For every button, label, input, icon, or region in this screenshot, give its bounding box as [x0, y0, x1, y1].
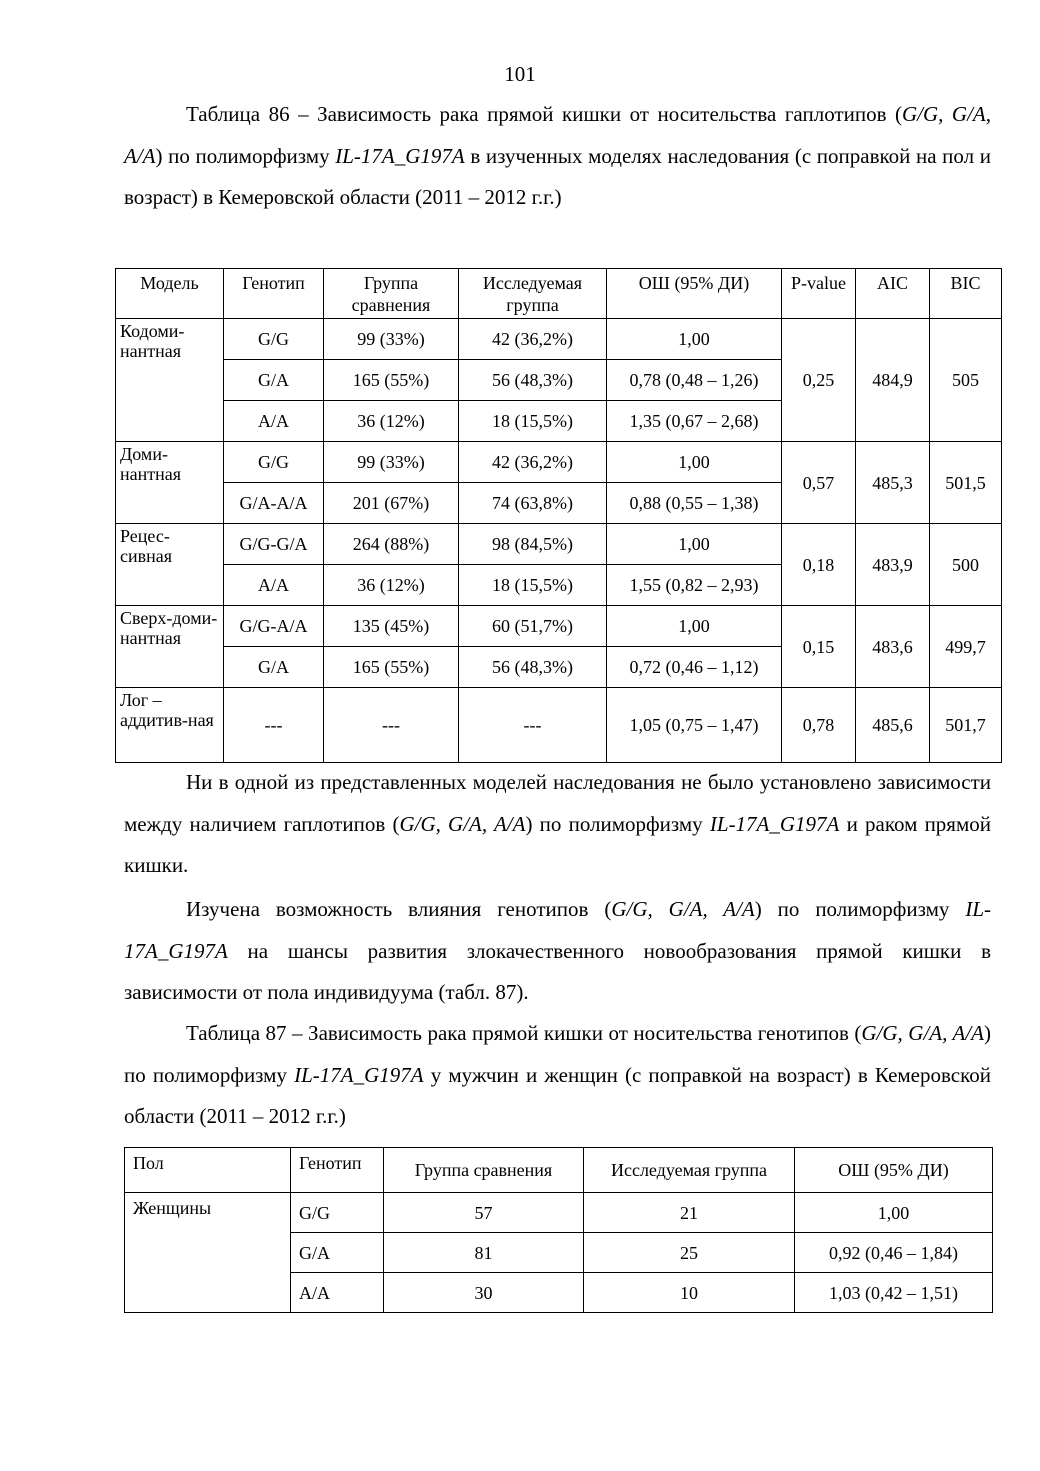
table-row [116, 319, 1002, 360]
model-cell: Рецес-сивная [116, 524, 224, 606]
header-cell: Пол [125, 1148, 291, 1193]
paragraph-conclusion: Ни в одной из представленных моделей наследования не было установлено зависимости между наличием гаплотипов (G/G, G/A, A/A) по полиморфизму IL-17A_G197A и раком прямой кишки. [124, 770, 991, 877]
model-cell: Лог – аддитив-ная [116, 688, 224, 763]
or-cell: 0,72 (0,46 – 1,12) [607, 647, 782, 688]
study-cell: --- [459, 688, 607, 763]
header-cell: AIC [856, 269, 930, 319]
page-number: 101 [504, 62, 536, 86]
comparison-cell: 135 (45%) [324, 606, 459, 647]
genotype-cell: A/A [224, 565, 324, 606]
table-row [116, 442, 1002, 483]
study-cell: 18 (15,5%) [459, 565, 607, 606]
header-cell: Исследуемая группа [584, 1148, 795, 1193]
genotype-cell: G/G-G/A [224, 524, 324, 565]
study-cell: 10 [584, 1273, 795, 1313]
comparison-cell: 36 (12%) [324, 401, 459, 442]
table-row [116, 524, 1002, 565]
sex-cell: Женщины [125, 1193, 291, 1313]
header-cell: Группа сравнения [384, 1148, 584, 1193]
study-cell: 18 (15,5%) [459, 401, 607, 442]
p-value-cell: 0,25 [782, 319, 856, 442]
bic-cell: 500 [930, 524, 1002, 606]
genotype-cell: --- [224, 688, 324, 763]
table-87 [124, 1147, 993, 1313]
comparison-cell: 30 [384, 1273, 584, 1313]
comparison-cell: 201 (67%) [324, 483, 459, 524]
header-cell: ОШ (95% ДИ) [607, 269, 782, 319]
genotype-cell: G/G [224, 442, 324, 483]
header-cell: P-value [782, 269, 856, 319]
header-cell: ОШ (95% ДИ) [795, 1148, 993, 1193]
header-cell: Генотип [291, 1148, 384, 1193]
study-cell: 42 (36,2%) [459, 319, 607, 360]
comparison-cell: --- [324, 688, 459, 763]
aic-cell: 483,9 [856, 524, 930, 606]
model-cell: Сверх-доми-нантная [116, 606, 224, 688]
paragraph-study: Изучена возможность влияния генотипов (G/G, G/A, A/A) по полиморфизму IL-17A_G197A на шансы развития злокачественного новообразования прямой кишки в зависимости от пола индивидуума (табл. 87). [124, 897, 991, 1004]
study-cell: 56 (48,3%) [459, 360, 607, 401]
study-cell: 25 [584, 1233, 795, 1273]
or-cell: 0,88 (0,55 – 1,38) [607, 483, 782, 524]
p-value-cell: 0,57 [782, 442, 856, 524]
p-value-cell: 0,18 [782, 524, 856, 606]
genotype-cell: G/A [224, 360, 324, 401]
or-cell: 1,55 (0,82 – 2,93) [607, 565, 782, 606]
or-cell: 1,05 (0,75 – 1,47) [607, 688, 782, 763]
comparison-cell: 99 (33%) [324, 442, 459, 483]
or-cell: 1,35 (0,67 – 2,68) [607, 401, 782, 442]
study-cell: 56 (48,3%) [459, 647, 607, 688]
or-cell: 0,78 (0,48 – 1,26) [607, 360, 782, 401]
or-cell: 1,00 [607, 442, 782, 483]
table-87-caption: Таблица 87 – Зависимость рака прямой кишки от носительства генотипов (G/G, G/A, A/A) по полиморфизму IL-17A_G197A у мужчин и женщин (с поправкой на возраст) в Кемеровской области (2011 – 2012 г.г.) [124, 1021, 991, 1128]
aic-cell: 485,6 [856, 688, 930, 763]
header-cell: Генотип [224, 269, 324, 319]
or-cell: 1,03 (0,42 – 1,51) [795, 1273, 993, 1313]
comparison-cell: 165 (55%) [324, 647, 459, 688]
study-cell: 60 (51,7%) [459, 606, 607, 647]
model-cell: Кодоми-нантная [116, 319, 224, 442]
aic-cell: 484,9 [856, 319, 930, 442]
or-cell: 1,00 [607, 524, 782, 565]
table-header-row [125, 1148, 993, 1193]
genotype-cell: A/A [224, 401, 324, 442]
bic-cell: 501,5 [930, 442, 1002, 524]
genotype-cell: A/A [291, 1273, 384, 1313]
or-cell: 1,00 [607, 606, 782, 647]
genotype-cell: G/A-A/A [224, 483, 324, 524]
genotype-cell: G/G-A/A [224, 606, 324, 647]
study-cell: 42 (36,2%) [459, 442, 607, 483]
aic-cell: 483,6 [856, 606, 930, 688]
bic-cell: 505 [930, 319, 1002, 442]
genotype-cell: G/A [291, 1233, 384, 1273]
table-row [116, 606, 1002, 647]
p-value-cell: 0,78 [782, 688, 856, 763]
table-header-row [116, 269, 1002, 319]
comparison-cell: 165 (55%) [324, 360, 459, 401]
genotype-cell: G/A [224, 647, 324, 688]
comparison-cell: 99 (33%) [324, 319, 459, 360]
genotype-cell: G/G [224, 319, 324, 360]
or-cell: 1,00 [607, 319, 782, 360]
p-value-cell: 0,15 [782, 606, 856, 688]
study-cell: 21 [584, 1193, 795, 1233]
header-cell: Модель [116, 269, 224, 319]
or-cell: 1,00 [795, 1193, 993, 1233]
genotype-cell: G/G [291, 1193, 384, 1233]
comparison-cell: 264 (88%) [324, 524, 459, 565]
header-cell: Группа сравнения [324, 269, 459, 319]
table-row [116, 688, 1002, 763]
study-cell: 74 (63,8%) [459, 483, 607, 524]
header-cell: BIC [930, 269, 1002, 319]
bic-cell: 499,7 [930, 606, 1002, 688]
study-cell: 98 (84,5%) [459, 524, 607, 565]
bic-cell: 501,7 [930, 688, 1002, 763]
table-86-caption: Таблица 86 – Зависимость рака прямой кишки от носительства гаплотипов (G/G, G/A, A/A) по полиморфизму IL-17A_G197A в изученных моделях наследования (с поправкой на пол и возраст) в Кемеровской области (2011 – 2012 г.г.) [124, 102, 992, 209]
table-86 [115, 268, 1002, 763]
comparison-cell: 36 (12%) [324, 565, 459, 606]
table-row [125, 1193, 993, 1233]
header-cell: Исследуемая группа [459, 269, 607, 319]
aic-cell: 485,3 [856, 442, 930, 524]
model-cell: Доми-нантная [116, 442, 224, 524]
or-cell: 0,92 (0,46 – 1,84) [795, 1233, 993, 1273]
comparison-cell: 57 [384, 1193, 584, 1233]
comparison-cell: 81 [384, 1233, 584, 1273]
